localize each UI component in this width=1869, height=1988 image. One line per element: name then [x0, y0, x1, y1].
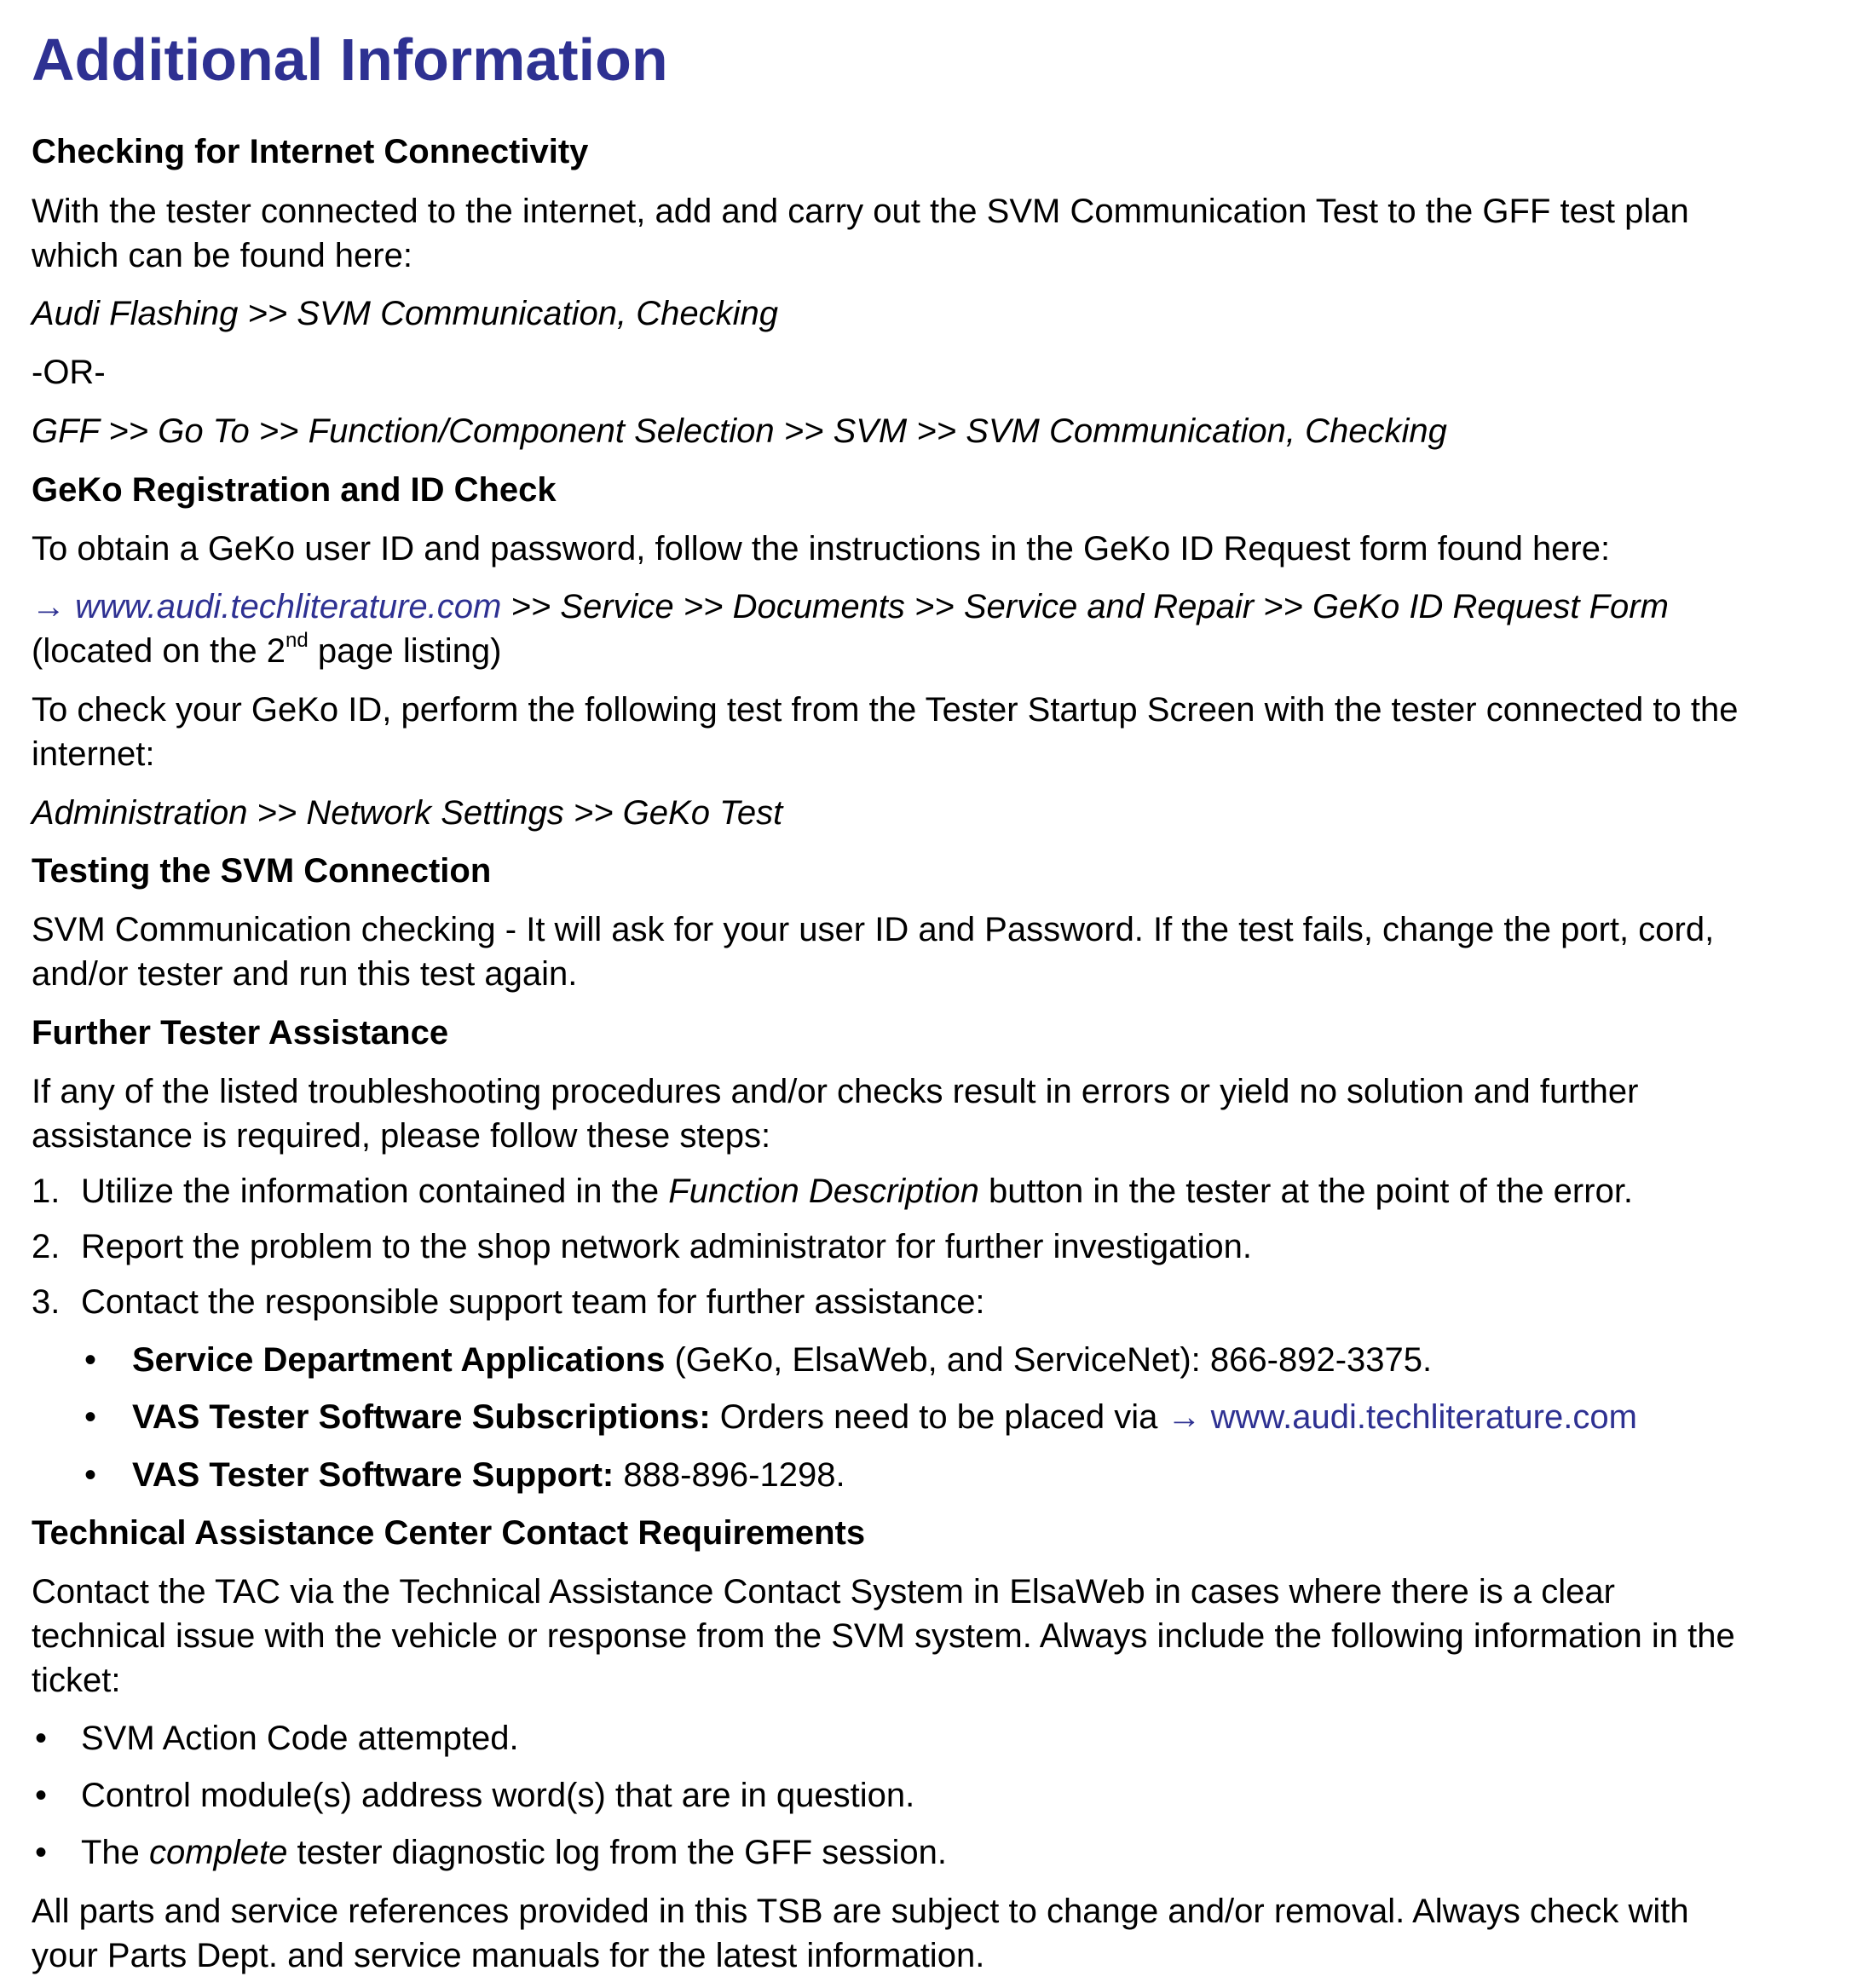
- techliterature-link[interactable]: www.audi.techliterature.com: [1210, 1398, 1637, 1436]
- geko-check-line2: internet:: [32, 735, 155, 773]
- internet-intro-line2: which can be found here:: [32, 237, 412, 274]
- geko-located-note: (located on the 2nd page listing): [32, 628, 502, 670]
- bullet-icon: •: [84, 1456, 97, 1494]
- bullet-icon: •: [35, 1777, 48, 1814]
- step-number: 1.: [32, 1173, 61, 1210]
- svm-text-line2: and/or tester and run this test again.: [32, 955, 578, 993]
- bullet-icon: •: [84, 1398, 97, 1436]
- internet-path-audi-flashing: Audi Flashing >> SVM Communication, Checking: [32, 295, 778, 332]
- further-text-line1: If any of the listed troubleshooting procedures and/or checks result in errors or yield no solution and further: [32, 1073, 1639, 1110]
- geko-obtain-text: To obtain a GeKo user ID and password, follow the instructions in the GeKo ID Request form found here:: [32, 530, 1611, 568]
- page-title: Additional Information: [32, 26, 668, 93]
- step-number: 2.: [32, 1228, 61, 1265]
- section-heading-tac: Technical Assistance Center Contact Requirements: [32, 1514, 866, 1552]
- section-heading-geko: GeKo Registration and ID Check: [32, 471, 557, 509]
- footer-note-line1: All parts and service references provided in this TSB are subject to change and/or removal. Always check with: [32, 1893, 1689, 1930]
- bullet-icon: •: [84, 1341, 97, 1379]
- section-heading-further: Further Tester Assistance: [32, 1014, 449, 1052]
- further-text-line2: assistance is required, please follow these steps:: [32, 1117, 771, 1155]
- ordinal-suffix: nd: [286, 628, 309, 652]
- footer-note-line2: your Parts Dept. and service manuals for the latest information.: [32, 1937, 985, 1974]
- section-heading-internet: Checking for Internet Connectivity: [32, 133, 589, 170]
- tac-text-line1: Contact the TAC via the Technical Assistance Contact System in ElsaWeb in cases where there is a clear: [32, 1573, 1615, 1611]
- arrow-right-icon: →: [1167, 1398, 1202, 1436]
- function-description-term: Function Description: [668, 1173, 979, 1210]
- internet-or-separator: -OR-: [32, 354, 106, 391]
- arrow-right-icon: →: [32, 588, 66, 625]
- bullet-icon: •: [35, 1834, 48, 1871]
- section-heading-svm: Testing the SVM Connection: [32, 852, 492, 890]
- tac-text-line2: technical issue with the vehicle or response from the SVM system. Always include the following information in the: [32, 1617, 1735, 1655]
- internet-intro-line1: With the tester connected to the internet, add and carry out the SVM Communication Test to the GFF test plan: [32, 193, 1689, 230]
- internet-path-gff: GFF >> Go To >> Function/Component Selection >> SVM >> SVM Communication, Checking: [32, 412, 1447, 450]
- bullet-icon: •: [35, 1720, 48, 1757]
- svm-text-line1: SVM Communication checking - It will ask for your user ID and Password. If the test fails, change the port, cord,: [32, 911, 1715, 948]
- geko-test-path: Administration >> Network Settings >> GeKo Test: [32, 794, 783, 832]
- geko-check-line1: To check your GeKo ID, perform the following test from the Tester Startup Screen with the tester connected to the: [32, 691, 1739, 729]
- geko-form-path-text: >> Service >> Documents >> Service and Repair >> GeKo ID Request Form: [501, 588, 1669, 625]
- tac-text-line3: ticket:: [32, 1662, 121, 1699]
- techliterature-link[interactable]: www.audi.techliterature.com: [75, 588, 502, 625]
- geko-request-form-path: [32, 585, 1669, 629]
- step-number: 3.: [32, 1283, 61, 1321]
